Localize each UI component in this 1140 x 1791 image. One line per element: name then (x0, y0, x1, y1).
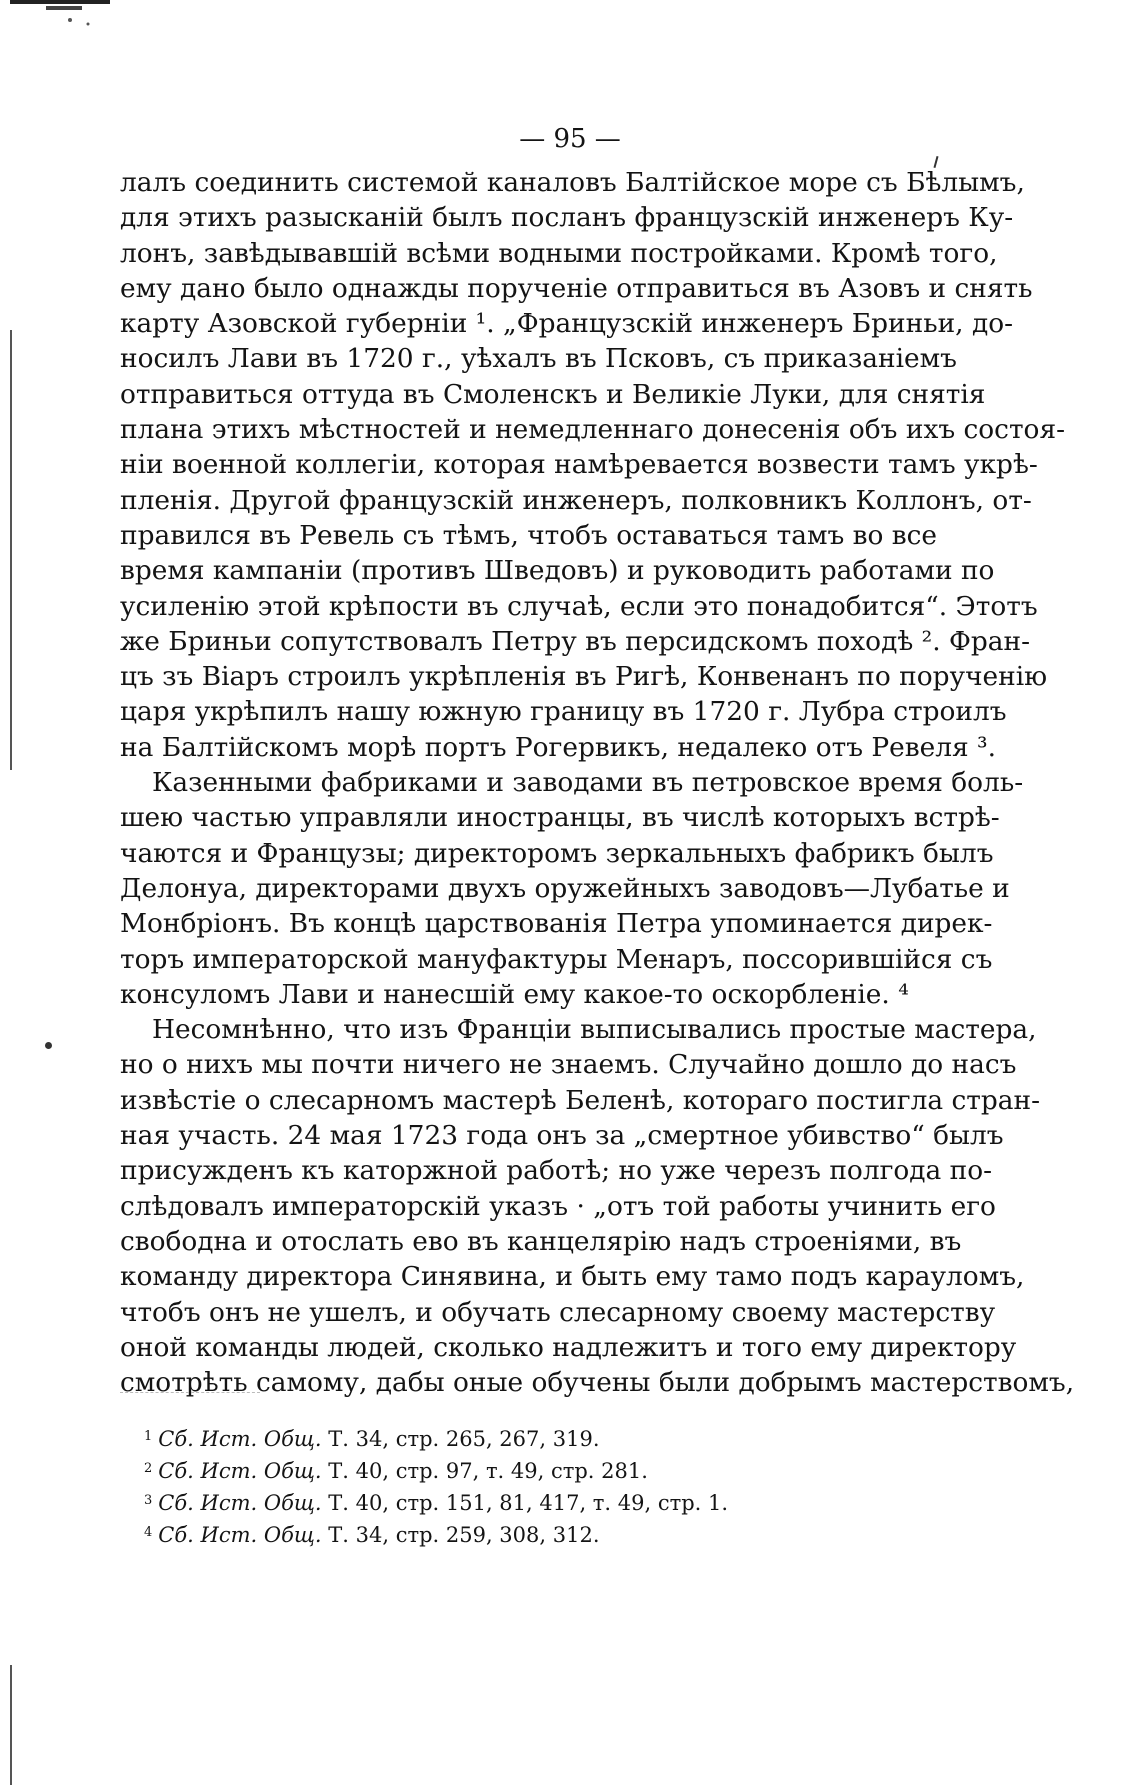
text-line: лонъ, завѣдывавшій всѣми водными постройками. Кромѣ того, (120, 237, 998, 269)
text-line: на Балтійскомъ морѣ портъ Рогервикъ, недалеко отъ Ревеля ³. (120, 731, 996, 763)
text-line: слѣдовалъ императорскій указъ · „отъ той работы учинить его (120, 1190, 996, 1222)
text-line: Несомнѣнно, что изъ Франціи выписывались простые мастера, (152, 1014, 1037, 1046)
text-line: отправиться оттуда въ Смоленскъ и Великіе Луки, для снятія (120, 378, 986, 410)
text-line: цъ зъ Віаръ строилъ укрѣпленія въ Ригѣ, Конвенанъ по порученію (120, 661, 1048, 693)
text-line: чаются и Французы; директоромъ зеркальныхъ фабрикъ былъ (120, 837, 994, 869)
scan-left-rule (10, 330, 12, 770)
text-line: но о нихъ мы почти ничего не знаемъ. Случайно дошло до насъ (120, 1049, 1017, 1081)
footnote-reference: Т. 40, стр. 97, т. 49, стр. 281. (321, 1459, 648, 1483)
footnote-number: 3 (144, 1493, 153, 1508)
text-line: оной команды людей, сколько надлежитъ и того ему директору (120, 1331, 1017, 1363)
footnote (144, 1422, 784, 1454)
footnote-number: 2 (144, 1461, 153, 1476)
scan-dot-mark (45, 1042, 52, 1049)
footnote-reference: Т. 34, стр. 259, 308, 312. (321, 1523, 600, 1547)
text-line: чтобъ онъ не ушелъ, и обучать слесарному своему мастерству (120, 1296, 996, 1328)
text-line: смотрѣть самому, дабы оные обучены были добрымъ мастерствомъ, (120, 1367, 1075, 1399)
text-line: торъ императорской мануфактуры Менаръ, поссорившійся съ (120, 943, 993, 975)
text-line: пленія. Другой французскій инженеръ, полковникъ Коллонъ, от- (120, 484, 1032, 516)
footnote-source: Сб. Ист. Общ. (158, 1459, 322, 1483)
text-line: шею частью управляли иностранцы, въ числѣ которыхъ встрѣ- (120, 802, 1000, 834)
footnote-reference: Т. 34, стр. 265, 267, 319. (321, 1427, 600, 1451)
footnotes (144, 1422, 784, 1550)
footnote (144, 1518, 784, 1550)
paragraph (120, 165, 1066, 765)
paragraph (120, 1012, 1075, 1400)
text-line: усиленію этой крѣпости въ случаѣ, если это понадобится“. Этотъ (120, 590, 1038, 622)
footnote (144, 1454, 784, 1486)
text-line: время кампаніи (противъ Шведовъ) и руководить работами по (120, 555, 995, 587)
text-line: консуломъ Лави и нанесшій ему какое-то оскорбленіе. ⁴ (120, 978, 909, 1010)
text-line: царя укрѣпилъ нашу южную границу въ 1720 г. Лубра строилъ (120, 696, 1007, 728)
text-line: Монбріонъ. Въ концѣ царствованія Петра упоминается дирек- (120, 908, 993, 940)
footnote-source: Сб. Ист. Общ. (158, 1427, 322, 1451)
text-line: правился въ Ревель съ тѣмъ, чтобъ оставаться тамъ во все (120, 519, 938, 551)
text-line: извѣстіе о слесарномъ мастерѣ Беленѣ, котораго постигла стран- (120, 1084, 1041, 1116)
text-line: ему дано было однажды порученіе отправиться въ Азовъ и снять (120, 272, 1033, 304)
paragraph (120, 765, 1024, 1012)
footnote-source: Сб. Ист. Общ. (158, 1523, 322, 1547)
footnote-source: Сб. Ист. Общ. (158, 1491, 322, 1515)
text-line: ніи военной коллегіи, которая намѣревается возвести тамъ укрѣ- (120, 449, 1038, 481)
page-number: — 95 — (519, 124, 621, 154)
text-line: ная участь. 24 мая 1723 года онъ за „смертное убивство“ былъ (120, 1120, 1004, 1152)
body-text (120, 165, 1075, 1400)
text-line: команду директора Синявина, и быть ему тамо подъ карауломъ, (120, 1261, 1025, 1293)
text-line: свободна и отослать ево въ канцелярію надъ строеніями, въ (120, 1225, 962, 1257)
footnote-number: 4 (144, 1525, 153, 1540)
text-line: лалъ соединить системой каналовъ Балтійское море съ Бѣлымъ, (120, 167, 1025, 198)
text-line: Делонуа, директорами двухъ оружейныхъ заводовъ—Лубатье и (120, 872, 1010, 904)
text-line: плана этихъ мѣстностей и немедленнаго донесенія объ ихъ состоя- (120, 414, 1066, 446)
text-line: присужденъ къ каторжной работѣ; но уже черезъ полгода по- (120, 1155, 993, 1187)
scan-corner-mark (10, 0, 120, 28)
scan-left-rule (10, 1665, 12, 1785)
footnote-number: 1 (144, 1429, 153, 1444)
footnote (144, 1486, 784, 1518)
text-line: карту Азовской губерніи ¹. „Французскій инженеръ Бриньи, до- (120, 308, 1014, 340)
text-line: носилъ Лави въ 1720 г., уѣхалъ въ Псковъ, съ приказаніемъ (120, 343, 957, 375)
footnote-separator (120, 1392, 260, 1393)
text-line: Казенными фабриками и заводами въ петровское время боль- (152, 767, 1024, 799)
text-line: же Бриньи сопутствовалъ Петру въ персидскомъ походѣ ². Фран- (120, 625, 1031, 657)
footnote-reference: Т. 40, стр. 151, 81, 417, т. 49, стр. 1. (321, 1491, 729, 1515)
text-line: для этихъ разысканій былъ посланъ французскій инженеръ Ку- (120, 202, 1014, 234)
